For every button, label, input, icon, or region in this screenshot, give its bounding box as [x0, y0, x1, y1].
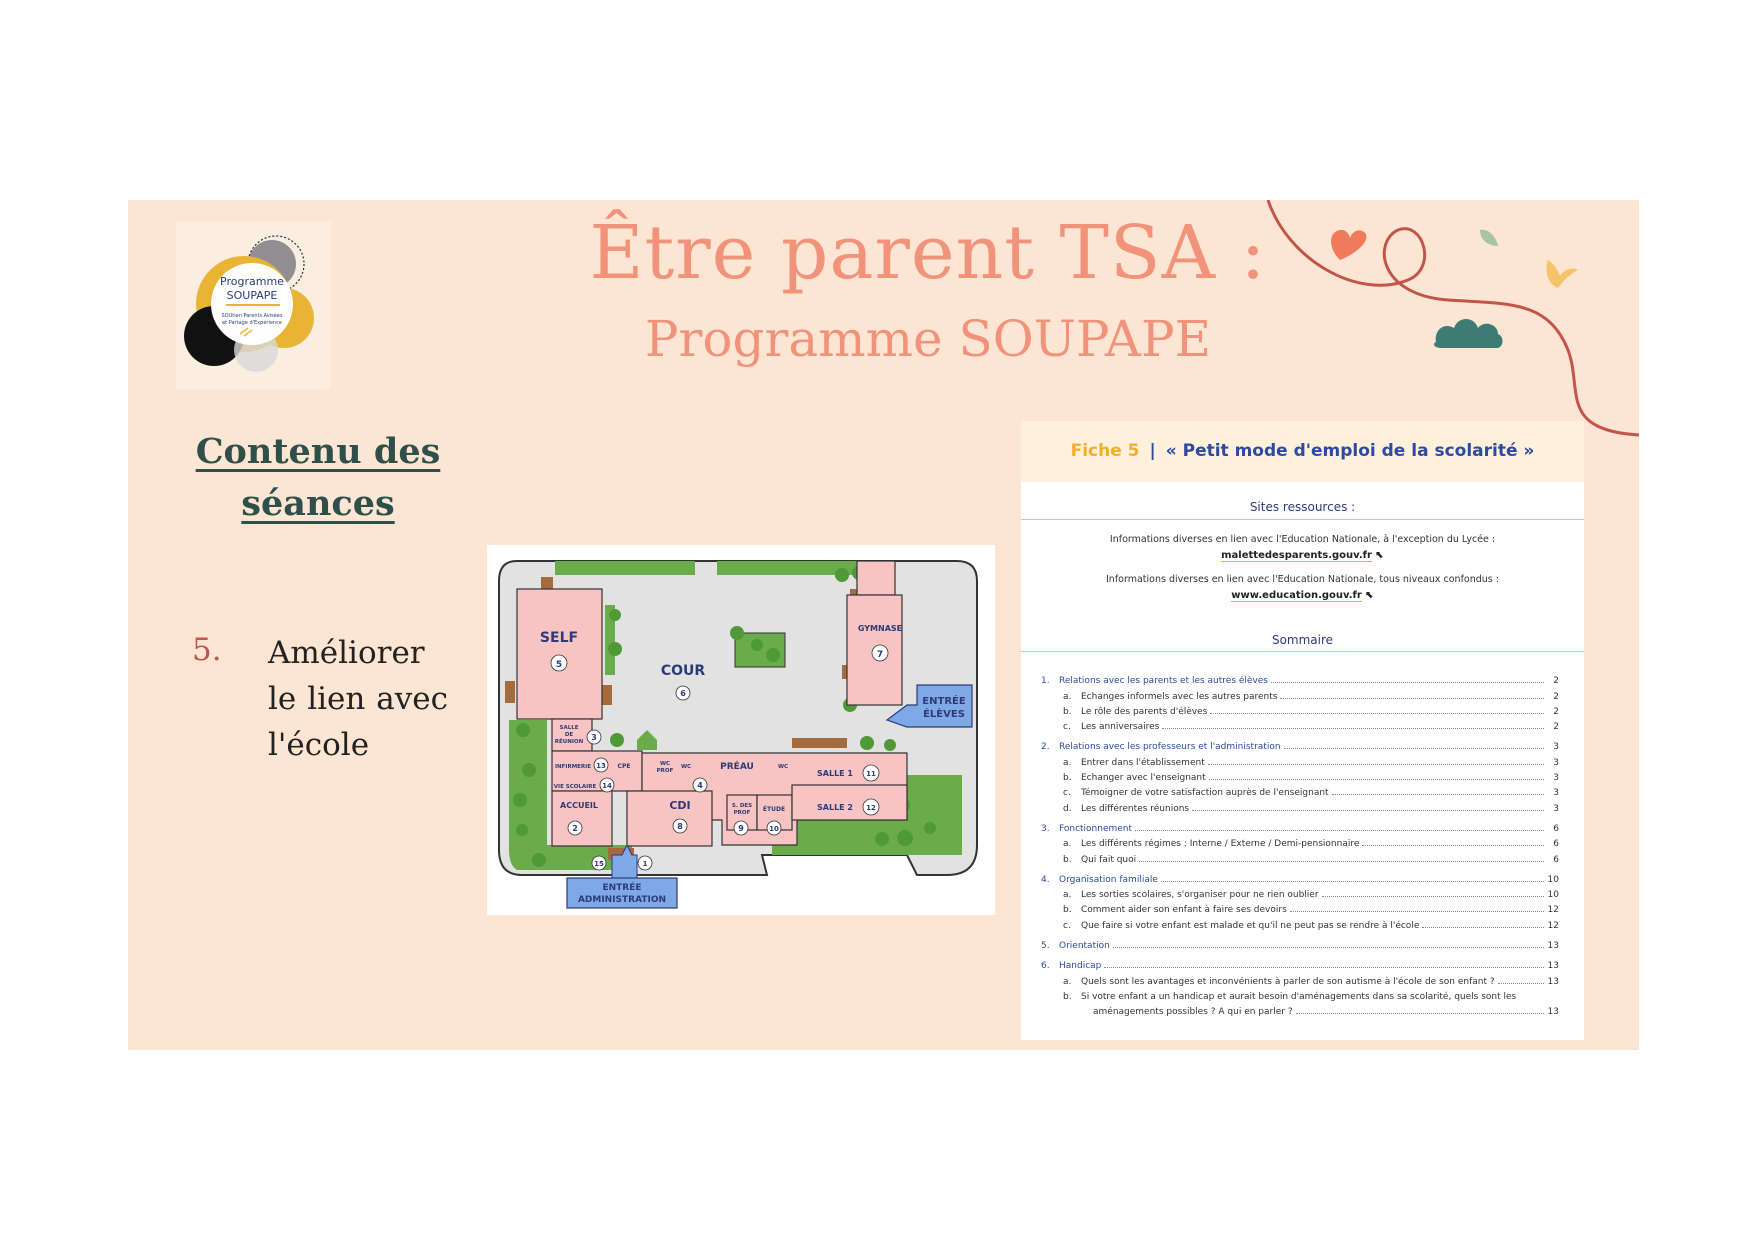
- plan-etude: ÉTUDE: [762, 806, 786, 813]
- toc-page: 13: [1547, 961, 1559, 972]
- link-education-gouv[interactable]: [1021, 590, 1584, 601]
- plan-infirmerie-num: 13: [596, 762, 606, 770]
- plan-preau: PRÉAU: [720, 762, 754, 772]
- plan-vie-scolaire: VIE SCOLAIRE: [553, 784, 597, 790]
- plan-entree-admin-2: ADMINISTRATION: [577, 895, 667, 905]
- plan-entree-admin-1: ENTRÉE: [602, 883, 642, 893]
- plan-salle2: SALLE 2: [817, 803, 853, 812]
- toc-text: Comment aider son enfant à faire ses devoirs: [1081, 905, 1287, 916]
- section-title-line2: séances: [241, 483, 395, 524]
- plan-s-des-prof-num: 9: [738, 824, 744, 833]
- toc-leader: [1332, 794, 1544, 795]
- toc-page: 12: [1547, 905, 1559, 916]
- toc-leader: [1161, 881, 1544, 882]
- school-plan: [487, 545, 995, 915]
- toc-leader: [1280, 698, 1544, 699]
- plan-salle1: SALLE 1: [817, 769, 853, 778]
- toc-text: Organisation familiale: [1059, 874, 1158, 885]
- plan-entree-eleves-1: ENTRÉE: [922, 696, 966, 707]
- logo-line3: SOUtien Parents Avisées: [221, 313, 283, 319]
- toc-section[interactable]: [1041, 870, 1559, 885]
- toc-page: 10: [1547, 874, 1559, 885]
- leaf-icon: [1480, 230, 1498, 246]
- sommaire-divider: [1021, 651, 1584, 652]
- toc-section[interactable]: [1041, 737, 1559, 752]
- section-title: [188, 426, 448, 530]
- toc-number: a.: [1063, 691, 1072, 702]
- toc-page: 10: [1547, 890, 1559, 901]
- toc-leader: [1362, 845, 1544, 846]
- toc-page: 6: [1553, 839, 1559, 850]
- toc-page: 13: [1547, 1007, 1559, 1018]
- toc-subsection[interactable]: [1041, 752, 1559, 767]
- toc-page: 12: [1547, 920, 1559, 931]
- plan-cdi-num: 8: [677, 822, 683, 831]
- toc-leader: [1104, 967, 1544, 968]
- toc-page: 6: [1553, 823, 1559, 834]
- toc-number: c.: [1063, 788, 1071, 799]
- toc-number: 1.: [1041, 676, 1050, 687]
- plan-cpe: CPE: [617, 763, 631, 770]
- toc-page: 2: [1553, 722, 1559, 733]
- toc-text: Quels sont les avantages et inconvénients à parler de son autisme à l'école de son enfant ?: [1081, 976, 1495, 987]
- toc-subsection[interactable]: [1041, 798, 1559, 813]
- toc-subsection[interactable]: [1041, 768, 1559, 783]
- toc-subsection[interactable]: [1041, 783, 1559, 798]
- toc-leader: [1210, 713, 1544, 714]
- plan-salle1-num: 11: [866, 770, 876, 778]
- plan-cour: COUR: [660, 663, 706, 679]
- toc-text: Handicap: [1059, 961, 1102, 972]
- program-logo: [176, 222, 331, 389]
- toc-text: Entrer dans l'établissement: [1081, 757, 1205, 768]
- item-number: 5.: [192, 632, 222, 668]
- toc-text: Echanges informels avec les autres parents: [1081, 691, 1278, 702]
- toc-page: 3: [1553, 757, 1559, 768]
- plan-gymnase: GYMNASE: [857, 624, 903, 633]
- toc-subsection[interactable]: [1041, 686, 1559, 701]
- toc-number: 4.: [1041, 874, 1050, 885]
- toc-leader: [1135, 830, 1544, 831]
- plan-entree-admin-num1: 15: [594, 860, 604, 868]
- toc-text: Les anniversaires: [1081, 722, 1160, 733]
- toc-leader: [1296, 1013, 1544, 1014]
- toc-text: aménagements possibles ? A qui en parler ?: [1093, 1007, 1293, 1018]
- toc-page: 3: [1553, 773, 1559, 784]
- plan-etude-num: 10: [769, 825, 779, 833]
- toc-number: b.: [1063, 905, 1072, 916]
- toc-page: 3: [1553, 742, 1559, 753]
- toc-number: b.: [1063, 991, 1072, 1002]
- toc-leader: [1139, 861, 1544, 862]
- plan-hall-num: 4: [697, 781, 703, 790]
- plan-salle2-num: 12: [866, 804, 876, 812]
- toc-page: 3: [1553, 803, 1559, 814]
- toc-subsection[interactable]: [1041, 849, 1559, 864]
- plan-accueil: ACCUEIL: [560, 801, 598, 810]
- toc-leader: [1271, 682, 1544, 683]
- slide: [128, 200, 1639, 1050]
- link-malettedesparents-text[interactable]: malettedesparents.gouv.fr: [1221, 550, 1372, 561]
- toc-section[interactable]: [1041, 819, 1559, 834]
- cloud-icon: [1434, 319, 1503, 348]
- toc-page: 2: [1553, 676, 1559, 687]
- toc-leader: [1192, 810, 1544, 811]
- toc-text: Si votre enfant a un handicap et aurait besoin d'aménagements dans sa scolarité, quels sont les: [1081, 991, 1517, 1002]
- link-malettedesparents[interactable]: [1021, 550, 1584, 561]
- toc-leader: [1322, 896, 1544, 897]
- toc-number: b.: [1063, 854, 1072, 865]
- toc-number: d.: [1063, 803, 1072, 814]
- item-text: Améliorer le lien avec l'école: [268, 635, 448, 763]
- plan-self-num: 5: [555, 660, 563, 670]
- toc-leader: [1498, 983, 1544, 984]
- toc-number: 3.: [1041, 823, 1050, 834]
- fiche-separator: |: [1149, 441, 1156, 461]
- cursor-icon: ⬉: [1365, 590, 1374, 601]
- leaf-yellow-icon: [1546, 260, 1578, 288]
- toc-text: Les sorties scolaires, s'organiser pour ne rien oublier: [1081, 890, 1319, 901]
- toc-number: 2.: [1041, 742, 1050, 753]
- plan-entree-admin-num2: 1: [642, 860, 648, 868]
- plan-entree-eleves-2: ÉLÈVES: [923, 709, 965, 720]
- plan-wc2: WC: [777, 764, 789, 770]
- plan-s-des-prof-1: S. DES: [731, 803, 753, 809]
- toc-subsection[interactable]: [1041, 971, 1559, 986]
- toc-text: Les différentes réunions: [1081, 803, 1190, 814]
- toc-text: Fonctionnement: [1059, 823, 1133, 834]
- toc-text: Témoigner de votre satisfaction auprès de l'enseignant: [1081, 788, 1329, 799]
- plan-gymnase-num: 7: [876, 650, 884, 660]
- toc-subsection[interactable]: [1041, 717, 1559, 732]
- plan-vie-scolaire-num: 14: [602, 782, 612, 790]
- toc-leader: [1162, 728, 1544, 729]
- toc-number: a.: [1063, 976, 1072, 987]
- toc-text: Que faire si votre enfant est malade et qu'il ne peut pas se rendre à l'école: [1081, 920, 1420, 931]
- toc-text: Orientation: [1059, 941, 1110, 952]
- link-education-gouv-text[interactable]: www.education.gouv.fr: [1231, 590, 1362, 601]
- toc-section[interactable]: [1041, 671, 1559, 686]
- plan-wc-prof-1: WC: [659, 761, 671, 767]
- heart-icon: [1331, 230, 1367, 260]
- toc-subsection[interactable]: [1041, 834, 1559, 849]
- toc-leader: [1113, 947, 1544, 948]
- sites-title: Sites ressources :: [1249, 500, 1356, 514]
- logo-line2: SOUPAPE: [226, 289, 278, 302]
- fiche-title: « Petit mode d'emploi de la scolarité »: [1165, 441, 1535, 461]
- toc-text: Echanger avec l'enseignant: [1081, 773, 1206, 784]
- section-title-line1: Contenu des: [195, 431, 441, 472]
- toc-page: 3: [1553, 788, 1559, 799]
- plan-s-des-prof-2: PROF: [733, 810, 751, 816]
- toc-number: c.: [1063, 722, 1071, 733]
- toc-subsection[interactable]: [1041, 900, 1559, 915]
- toc-number: 6.: [1041, 961, 1050, 972]
- toc-number: 5.: [1041, 941, 1050, 952]
- table-of-contents: [1041, 671, 1559, 1017]
- plan-salle-reunion-num: 3: [591, 733, 597, 742]
- toc-section[interactable]: [1041, 956, 1559, 971]
- toc-page: 2: [1553, 706, 1559, 717]
- fiche-document: [1021, 421, 1584, 1040]
- toc-page: 13: [1547, 976, 1559, 987]
- toc-section[interactable]: [1041, 936, 1559, 951]
- toc-subsection[interactable]: [1041, 885, 1559, 900]
- toc-leader: [1290, 911, 1544, 912]
- toc-subsection[interactable]: [1041, 915, 1559, 930]
- toc-page: 2: [1553, 691, 1559, 702]
- info-line-1: Informations diverses en lien avec l'Education Nationale, à l'exception du Lycée :: [1109, 534, 1496, 545]
- plan-cdi: CDI: [669, 799, 691, 812]
- plan-cour-num: 6: [680, 689, 686, 698]
- toc-leader: [1209, 779, 1544, 780]
- logo-line4: et Partage d'Expérience: [222, 320, 282, 326]
- plan-accueil-num: 2: [572, 824, 578, 833]
- slide-title: Être parent TSA :: [589, 210, 1267, 296]
- toc-subsection[interactable]: [1041, 987, 1559, 1002]
- toc-page: 6: [1553, 854, 1559, 865]
- sites-divider: [1021, 519, 1584, 520]
- cursor-icon: ⬉: [1375, 550, 1384, 561]
- toc-number: a.: [1063, 757, 1072, 768]
- plan-salle-reunion-2: DE: [564, 732, 574, 738]
- toc-leader: [1208, 764, 1544, 765]
- plan-salle-reunion-3: RÉUNION: [554, 739, 584, 745]
- plan-wc1: WC: [680, 764, 692, 770]
- slide-subtitle: Programme SOUPAPE: [644, 310, 1212, 368]
- plan-infirmerie: INFIRMERIE: [555, 764, 591, 770]
- toc-leader: [1284, 748, 1544, 749]
- toc-text: Le rôle des parents d'élèves: [1081, 706, 1208, 717]
- toc-text: Relations avec les parents et les autres élèves: [1059, 676, 1268, 687]
- fiche-number: Fiche 5: [1070, 441, 1140, 461]
- plan-salle-reunion-1: SALLE: [559, 725, 579, 731]
- fiche-header: [1021, 421, 1584, 482]
- sommaire-title: Sommaire: [1271, 633, 1334, 647]
- toc-text: Qui fait quoi: [1081, 854, 1137, 865]
- info-line-2: Informations diverses en lien avec l'Education Nationale, tous niveaux confondus :: [1106, 574, 1499, 585]
- toc-leader: [1422, 927, 1544, 928]
- plan-self: SELF: [539, 630, 579, 646]
- logo-line1: Programme: [220, 275, 284, 288]
- toc-number: b.: [1063, 773, 1072, 784]
- toc-number: c.: [1063, 920, 1071, 931]
- toc-number: a.: [1063, 890, 1072, 901]
- toc-text: Relations avec les professeurs et l'administration: [1059, 742, 1281, 753]
- toc-page: 13: [1547, 941, 1559, 952]
- toc-subsection[interactable]: [1041, 1002, 1559, 1017]
- toc-text: Les différents régimes : Interne / Externe / Demi-pensionnaire: [1081, 839, 1360, 850]
- plan-wc-prof-2: PROF: [656, 768, 674, 774]
- toc-number: a.: [1063, 839, 1072, 850]
- toc-subsection[interactable]: [1041, 702, 1559, 717]
- toc-number: b.: [1063, 706, 1072, 717]
